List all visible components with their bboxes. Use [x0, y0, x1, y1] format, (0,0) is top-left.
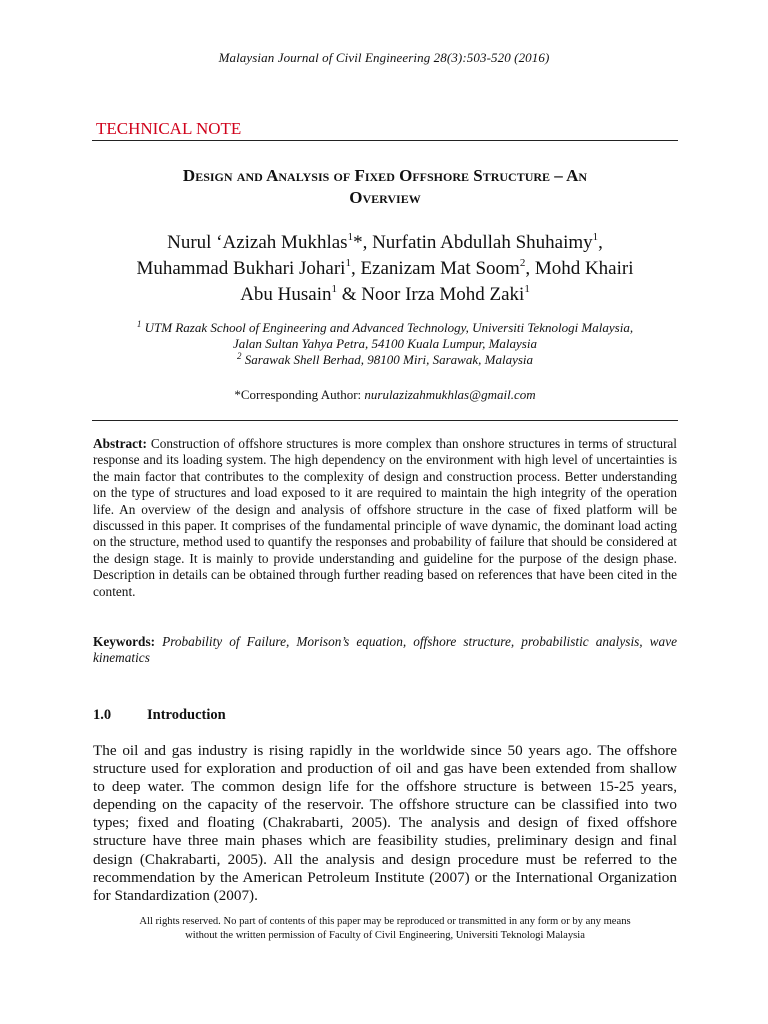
author-name: Ezanizam Mat Soom [360, 258, 520, 279]
author-separator: & [337, 284, 362, 305]
footer-line-1: All rights reserved. No part of contents of this paper may be reproduced or transmitted in any form or by any means [139, 916, 631, 927]
journal-citation: Malaysian Journal of Civil Engineering 28(3):503-520 (2016) [218, 50, 550, 65]
introduction-paragraph: The oil and gas industry is rising rapidly in the worldwide since 50 years ago. The offshore structure used for exploration and production of oil and gas have been extended from shallow to deep water. The common design life for the offshore structure is between 15-25 years, depending on the capacity of the reservoir. The offshore structure can be classified into two types; fixed and floating (Chakrabarti, 2005). The analysis and design of fixed offshore structure have three main phases which are feasibility studies, preliminary design and final design (Chakrabarti, 2005). All the analysis and design procedure must be referred to the recommendation by the American Petroleum Institute (2007) or the International Organization for Standardization (2007). [93, 742, 677, 904]
section-number: 1.0 [93, 707, 112, 723]
author-name: Noor Irza Mohd Zaki [361, 284, 525, 305]
affiliation-1-address: Jalan Sultan Yahya Petra, 54100 Kuala Lumpur, Malaysia [233, 336, 537, 351]
keywords-text: Probability of Failure, Morison’s equation, offshore structure, probabilistic analysis, wave kinematics [93, 634, 677, 666]
author-name: Nurfatin Abdullah Shuhaimy [372, 232, 593, 253]
corresponding-email-link[interactable]: nurulazizahmukhlas@gmail.com [364, 387, 536, 402]
author-separator: , [598, 232, 603, 253]
title-line-1: Design and Analysis of Fixed Offshore Structure – An [182, 166, 588, 185]
author-list [92, 230, 678, 308]
author-line-3 [92, 282, 678, 308]
affiliation-text: Sarawak Shell Berhad, 98100 Miri, Sarawak, Malaysia [241, 352, 534, 367]
footer-line-2: without the written permission of Faculty of Civil Engineering, Universiti Teknologi Malaysia [185, 930, 585, 941]
abstract-label: Abstract: [93, 436, 147, 451]
affiliation-1 [92, 320, 678, 336]
author-affiliation-mark: 2 [519, 257, 526, 269]
abstract [93, 436, 677, 600]
author-affiliation-mark: 1 [592, 231, 599, 243]
author-affiliation-mark: 1 [331, 283, 337, 295]
affiliation-number: 1 [136, 319, 142, 329]
copyright-footer [92, 915, 678, 943]
author-affiliation-mark: 1 [345, 257, 351, 269]
paper-title [92, 165, 678, 209]
author-name: Mohd Khairi [534, 258, 634, 279]
author-separator: , [350, 258, 361, 279]
author-separator: , [525, 258, 535, 279]
author-name: Abu Husain [240, 284, 332, 305]
section-title: Introduction [147, 707, 226, 723]
author-line-1 [92, 230, 678, 256]
author-affiliation-mark: 1 [347, 231, 354, 243]
section-heading [93, 707, 677, 724]
note-type-heading: TECHNICAL NOTE [96, 119, 242, 138]
corresponding-mark: *, [353, 232, 373, 253]
keywords [93, 634, 677, 667]
corresponding-label: *Corresponding Author: [234, 387, 365, 402]
keywords-label: Keywords: [93, 634, 156, 649]
affiliation-2 [92, 352, 678, 368]
author-name: Muhammad Bukhari Johari [136, 258, 346, 279]
affiliation-number: 2 [236, 351, 242, 361]
title-line-2: Overview [349, 188, 421, 207]
author-name: Nurul ‘Azizah Mukhlas [167, 232, 348, 253]
author-affiliation-mark: 1 [524, 283, 530, 295]
author-line-2 [92, 256, 678, 282]
affiliations [92, 320, 678, 368]
affiliation-text: UTM Razak School of Engineering and Advanced Technology, Universiti Teknologi Malaysia, [141, 320, 634, 335]
header-divider [92, 140, 678, 141]
corresponding-author [92, 387, 678, 403]
abstract-text: Construction of offshore structures is more complex than onshore structures in terms of structural response and its loading system. The high dependency on the environment with high level of uncertainties is the main factor that contributes to the complexity of design and construction process. Better understanding on the type of structures and load exposed to it are required to maintain the high integrity of the operation life. An overview of the design and analysis of offshore structure in the case of fixed platform will be discussed in this paper. It comprises of the fundamental principle of wave dynamic, the dominant load acting on the structure, method used to quantify the responses and probability of failure that should be considered at the design stage. It is mainly to provide understanding and guideline for the purpose of the design phase. Description in details can be obtained through further reading based on references that have been cited in the content. [93, 436, 677, 599]
abstract-divider [92, 420, 678, 421]
